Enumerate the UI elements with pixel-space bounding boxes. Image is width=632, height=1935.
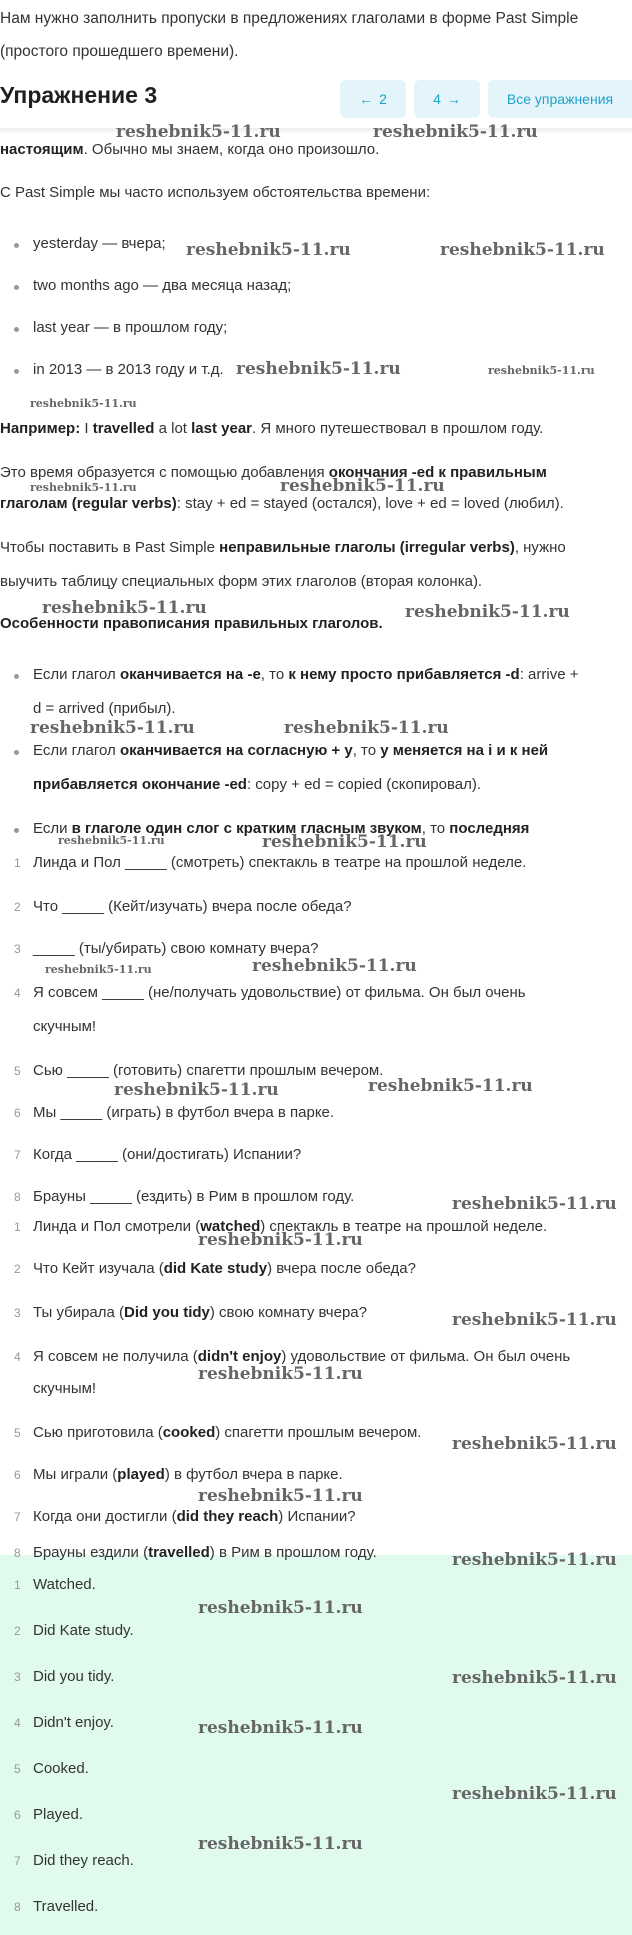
rule-2: Если глагол оканчивается на согласную + y, то y меняется на i и к ней bbox=[33, 742, 549, 759]
bullet-dot bbox=[14, 327, 19, 332]
answer-item: Когда они достигли (did they reach) Испании? bbox=[33, 1508, 356, 1525]
next-exercise-button[interactable]: 4 → bbox=[414, 80, 480, 118]
watermark: reshebnik5-11.ru bbox=[452, 1784, 617, 1804]
list-item: two months ago — два месяца назад; bbox=[33, 277, 292, 294]
bullet-dot bbox=[14, 243, 19, 248]
task-item: Линда и Пол _____ (смотреть) спектакль в театре на прошлой неделе. bbox=[33, 854, 527, 871]
watermark: reshebnik5-11.ru bbox=[198, 1364, 363, 1384]
short-answer: Didn't enjoy. bbox=[33, 1714, 114, 1731]
prev-exercise-button[interactable]: ← 2 bbox=[340, 80, 406, 118]
watermark: reshebnik5-11.ru bbox=[452, 1194, 617, 1214]
watermark: reshebnik5-11.ru bbox=[284, 718, 449, 738]
watermark: reshebnik5-11.ru bbox=[262, 832, 427, 852]
answer-item: Я совсем не получила (didn't enjoy) удовольствие от фильма. Он был очень bbox=[33, 1348, 571, 1365]
irregular-line-2: выучить таблицу специальных форм этих глаголов (вторая колонка). bbox=[0, 573, 483, 590]
task-item: Когда _____ (они/достигать) Испании? bbox=[33, 1146, 302, 1163]
watermark: reshebnik5-11.ru bbox=[452, 1550, 617, 1570]
theory-line-1: настоящим. Обычно мы знаем, когда оно произошло. bbox=[0, 141, 380, 158]
task-item: Мы _____ (играть) в футбол вчера в парке. bbox=[33, 1104, 335, 1121]
item-number: 3 bbox=[14, 1306, 21, 1320]
item-number: 6 bbox=[14, 1468, 21, 1482]
watermark: reshebnik5-11.ru bbox=[198, 1486, 363, 1506]
short-answer: Did they reach. bbox=[33, 1852, 134, 1869]
item-number: 7 bbox=[14, 1148, 21, 1162]
watermark: reshebnik5-11.ru bbox=[114, 1080, 279, 1100]
item-number: 1 bbox=[14, 1578, 21, 1592]
task-item: Брауны _____ (ездить) в Рим в прошлом году. bbox=[33, 1188, 355, 1205]
watermark: reshebnik5-11.ru bbox=[440, 240, 605, 260]
arrow-right-icon: → bbox=[446, 91, 461, 107]
watermark: reshebnik5-11.ru bbox=[452, 1310, 617, 1330]
example-line: Например: I travelled a lot last year. Я много путешествовал в прошлом году. bbox=[0, 420, 544, 437]
rule-2-line-2: прибавляется окончание -ed: copy + ed = copied (скопировал). bbox=[33, 776, 482, 793]
watermark: reshebnik5-11.ru bbox=[368, 1076, 533, 1096]
watermark: reshebnik5-11.ru bbox=[45, 963, 152, 976]
watermark: reshebnik5-11.ru bbox=[252, 956, 417, 976]
rule-3: Если в глаголе один слог с кратким гласным звуком, то последняя bbox=[33, 820, 530, 837]
task-item: _____ (ты/убирать) свою комнату вчера? bbox=[33, 940, 319, 957]
watermark: reshebnik5-11.ru bbox=[198, 1718, 363, 1738]
answer-item-line-2: скучным! bbox=[33, 1380, 97, 1397]
item-number: 8 bbox=[14, 1190, 21, 1204]
list-item: in 2013 — в 2013 году и т.д. bbox=[33, 361, 224, 378]
watermark: reshebnik5-11.ru bbox=[198, 1598, 363, 1618]
item-number: 2 bbox=[14, 1624, 21, 1638]
short-answer: Watched. bbox=[33, 1576, 96, 1593]
answer-item: Мы играли (played) в футбол вчера в парке. bbox=[33, 1466, 343, 1483]
bullet-dot bbox=[14, 750, 19, 755]
list-item: last year — в прошлом году; bbox=[33, 319, 228, 336]
task-item-line-2: скучным! bbox=[33, 1018, 97, 1035]
item-number: 4 bbox=[14, 986, 21, 1000]
watermark: reshebnik5-11.ru bbox=[42, 598, 207, 618]
watermark: reshebnik5-11.ru bbox=[30, 397, 137, 410]
irregular-line-1: Чтобы поставить в Past Simple неправильные глаголы (irregular verbs), нужно bbox=[0, 539, 566, 556]
watermark: reshebnik5-11.ru bbox=[116, 122, 281, 142]
theory-line-2: С Past Simple мы часто используем обстоятельства времени: bbox=[0, 184, 431, 201]
item-number: 6 bbox=[14, 1106, 21, 1120]
watermark: reshebnik5-11.ru bbox=[58, 834, 165, 847]
item-number: 3 bbox=[14, 1670, 21, 1684]
short-answer: Cooked. bbox=[33, 1760, 89, 1777]
answer-item: Сью приготовила (cooked) спагетти прошлым вечером. bbox=[33, 1424, 422, 1441]
item-number: 8 bbox=[14, 1546, 21, 1560]
item-number: 2 bbox=[14, 900, 21, 914]
watermark: reshebnik5-11.ru bbox=[452, 1668, 617, 1688]
answer-item: Ты убирала (Did you tidy) свою комнату вчера? bbox=[33, 1304, 367, 1321]
short-answer: Travelled. bbox=[33, 1898, 99, 1915]
item-number: 5 bbox=[14, 1064, 21, 1078]
task-item: Сью _____ (готовить) спагетти прошлым вечером. bbox=[33, 1062, 384, 1079]
rule-1-line-2: d = arrived (прибыл). bbox=[33, 700, 176, 717]
item-number: 7 bbox=[14, 1510, 21, 1524]
watermark: reshebnik5-11.ru bbox=[236, 359, 401, 379]
watermark: reshebnik5-11.ru bbox=[30, 481, 137, 494]
short-answer: Did Kate study. bbox=[33, 1622, 134, 1639]
item-number: 4 bbox=[14, 1350, 21, 1364]
bullet-dot bbox=[14, 369, 19, 374]
short-answer: Played. bbox=[33, 1806, 84, 1823]
watermark: reshebnik5-11.ru bbox=[405, 602, 570, 622]
watermark: reshebnik5-11.ru bbox=[280, 476, 445, 496]
item-number: 7 bbox=[14, 1854, 21, 1868]
task-item: Я совсем _____ (не/получать удовольствие) от фильма. Он был очень bbox=[33, 984, 526, 1001]
bullet-dot bbox=[14, 674, 19, 679]
watermark: reshebnik5-11.ru bbox=[198, 1230, 363, 1250]
watermark: reshebnik5-11.ru bbox=[198, 1834, 363, 1854]
watermark: reshebnik5-11.ru bbox=[488, 364, 595, 377]
spelling-title: Особенности правописания правильных глаголов. bbox=[0, 615, 383, 632]
item-number: 1 bbox=[14, 1220, 21, 1234]
answer-item: Линда и Пол смотрели (watched) спектакль в театре на прошлой неделе. bbox=[33, 1218, 548, 1235]
watermark: reshebnik5-11.ru bbox=[452, 1434, 617, 1454]
item-number: 4 bbox=[14, 1716, 21, 1730]
watermark: reshebnik5-11.ru bbox=[30, 718, 195, 738]
bullet-dot bbox=[14, 828, 19, 833]
formation-line-2: глаголам (regular verbs): stay + ed = stayed (остался), love + ed = loved (любил). bbox=[0, 495, 564, 512]
all-exercises-button[interactable]: Все упражнения bbox=[488, 80, 632, 118]
list-item: yesterday — вчера; bbox=[33, 235, 166, 252]
bullet-dot bbox=[14, 285, 19, 290]
item-number: 5 bbox=[14, 1762, 21, 1776]
item-number: 1 bbox=[14, 856, 21, 870]
item-number: 8 bbox=[14, 1900, 21, 1914]
short-answer: Did you tidy. bbox=[33, 1668, 115, 1685]
exercise-title: Упражнение 3 bbox=[0, 82, 158, 108]
item-number: 3 bbox=[14, 942, 21, 956]
item-number: 2 bbox=[14, 1262, 21, 1276]
watermark: reshebnik5-11.ru bbox=[373, 122, 538, 142]
item-number: 5 bbox=[14, 1426, 21, 1440]
item-number: 6 bbox=[14, 1808, 21, 1822]
intro-text: Нам нужно заполнить пропуски в предложениях глаголами в форме Past Simple (простого прошедшего времени). bbox=[0, 10, 579, 60]
answer-item: Что Кейт изучала (did Kate study) вчера после обеда? bbox=[33, 1260, 416, 1277]
watermark: reshebnik5-11.ru bbox=[186, 240, 351, 260]
arrow-left-icon: ← bbox=[359, 91, 374, 107]
task-item: Что _____ (Кейт/изучать) вчера после обеда? bbox=[33, 898, 352, 915]
formation-line-1: Это время образуется с помощью добавления окончания -ed к правильным bbox=[0, 464, 547, 481]
rule-1: Если глагол оканчивается на -e, то к нему просто прибавляется -d: arrive + bbox=[33, 666, 579, 683]
answer-item: Брауны ездили (travelled) в Рим в прошлом году. bbox=[33, 1544, 377, 1561]
